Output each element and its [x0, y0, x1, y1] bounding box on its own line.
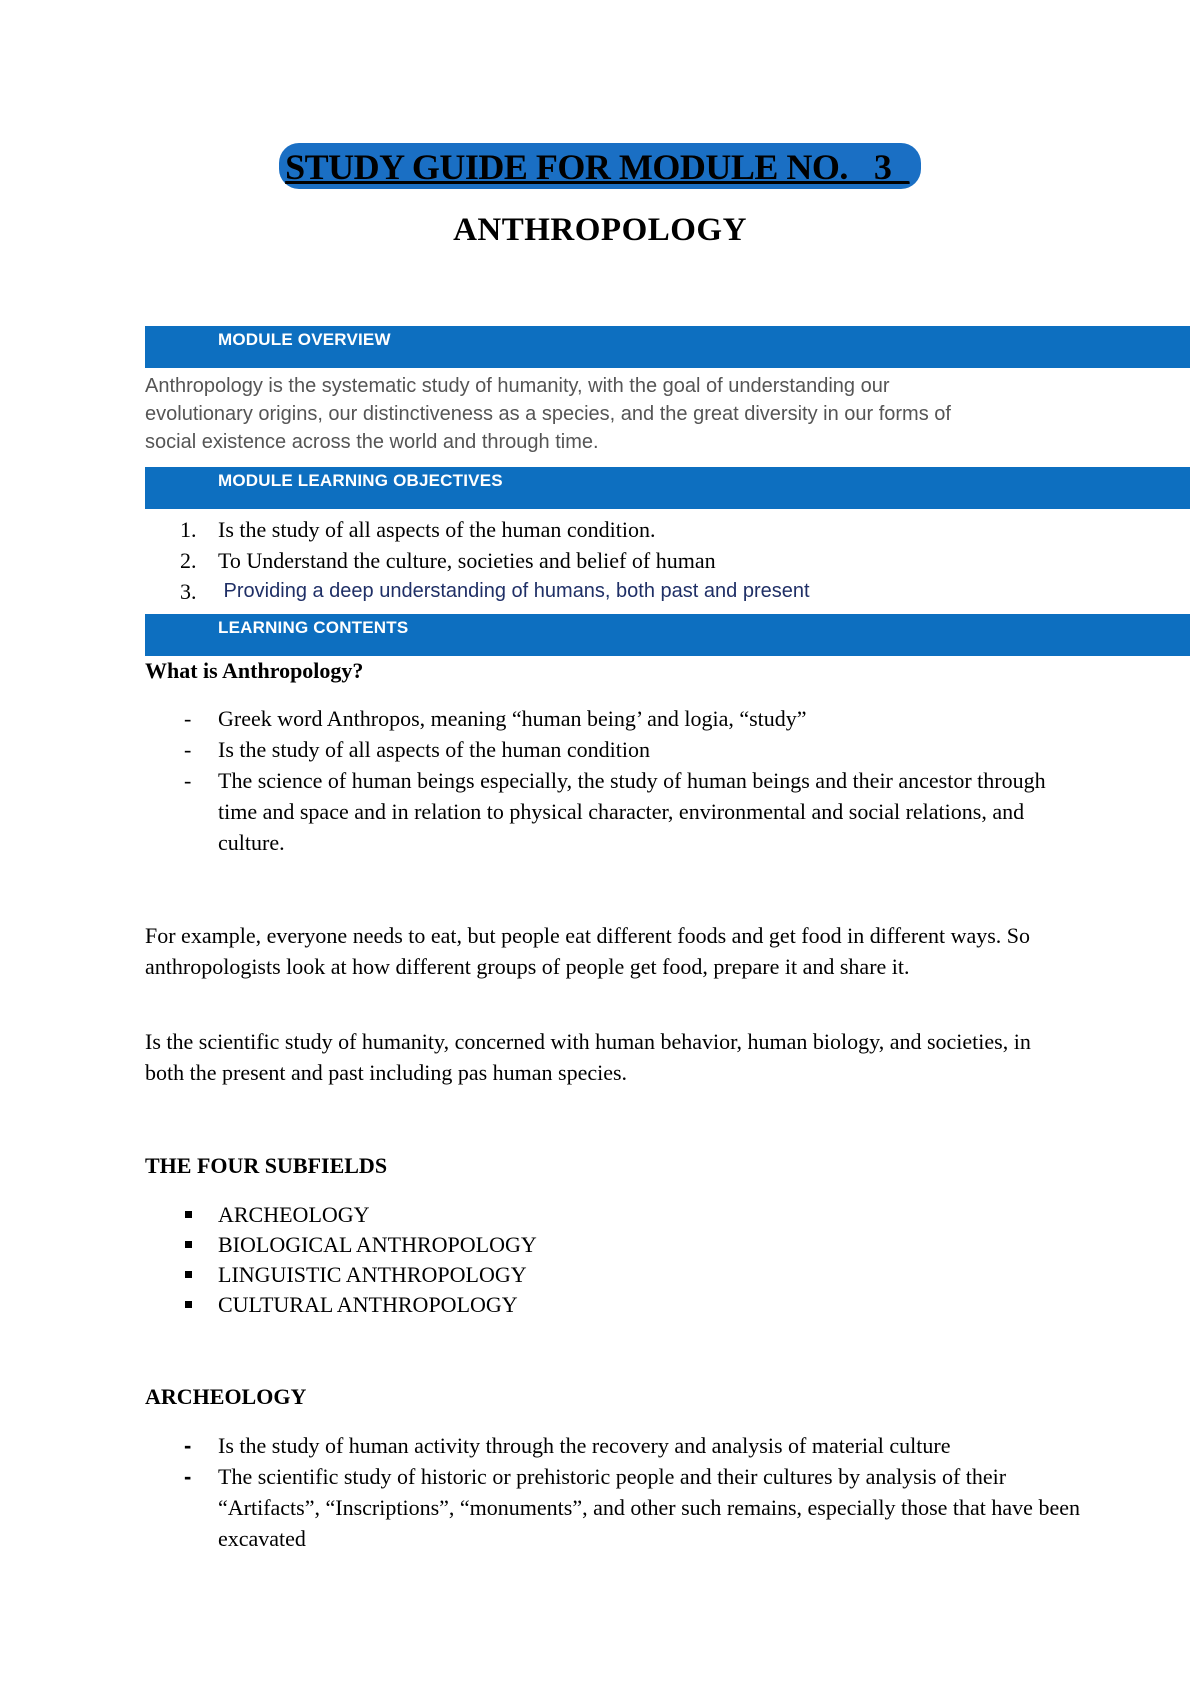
- objective-number: 1.: [180, 517, 197, 542]
- list-item-text: Is the study of human activity through the recovery and analysis of material culture: [218, 1433, 951, 1458]
- archeology-heading: ARCHEOLOGY: [145, 1384, 307, 1409]
- subfield-text: BIOLOGICAL ANTHROPOLOGY: [218, 1232, 537, 1257]
- list-item-text: Is the study of all aspects of the human condition: [218, 737, 650, 762]
- dash-bullet: -: [184, 768, 192, 793]
- list-item: [180, 765, 1080, 858]
- section-label-contents: LEARNING CONTENTS: [218, 618, 409, 637]
- subfields-heading: THE FOUR SUBFIELDS: [145, 1153, 388, 1178]
- objective-text: Is the study of all aspects of the human condition.: [218, 517, 656, 542]
- subfield-text: ARCHEOLOGY: [218, 1202, 370, 1227]
- list-item-text: The scientific study of historic or prehistoric people and their cultures by analysis of their “Artifacts”, “Inscriptions”, “monuments”, and other such remains, especially those that have been excavated: [218, 1464, 1080, 1551]
- section-bar-objectives: [145, 467, 1190, 509]
- objective-item: [180, 545, 810, 576]
- scientific-paragraph: Is the scientific study of humanity, concerned with human behavior, human biology, and societies, in both the present and past including pas human species.: [145, 1029, 1031, 1085]
- dash-bullet: -: [184, 706, 192, 731]
- overview-line: social existence across the world and through time.: [145, 431, 599, 453]
- objective-number: 3.: [180, 579, 197, 604]
- subfield-item: [180, 1230, 537, 1260]
- square-bullet-icon: [185, 1241, 192, 1248]
- example-paragraph: For example, everyone needs to eat, but people eat different foods and get food in different ways. So anthropologists look at how different groups of people get food, prepare it and share it.: [145, 923, 1031, 979]
- subfield-text: LINGUISTIC ANTHROPOLOGY: [218, 1262, 527, 1287]
- list-item: [180, 734, 1080, 765]
- overview-text: [145, 372, 1075, 456]
- list-item: [180, 1430, 1080, 1461]
- overview-line: evolutionary origins, our distinctiveness as a species, and the great diversity in our forms of: [145, 403, 951, 425]
- overview-line: Anthropology is the systematic study of humanity, with the goal of understanding our: [145, 375, 890, 397]
- list-item-text: Greek word Anthropos, meaning “human being’ and logia, “study”: [218, 706, 807, 731]
- list-item-text: The science of human beings especially, the study of human beings and their ancestor through time and space and in relation to physical character, environmental and social relations, and culture.: [218, 768, 1046, 855]
- objective-item: [180, 576, 810, 607]
- square-bullet-icon: [185, 1301, 192, 1308]
- subfield-item: [180, 1200, 537, 1230]
- square-bullet-icon: [185, 1211, 192, 1218]
- objective-item: [180, 514, 810, 545]
- document-title: STUDY GUIDE FOR MODULE NO. _3_: [279, 143, 921, 189]
- objective-text: Providing a deep understanding of humans, both past and present: [218, 580, 810, 602]
- subfields-list: [180, 1200, 537, 1320]
- what-is-list: [180, 703, 1080, 858]
- archeology-list: [180, 1430, 1080, 1554]
- section-bar-contents: [145, 614, 1190, 656]
- subfield-item: [180, 1290, 537, 1320]
- list-item: [180, 703, 1080, 734]
- dash-bullet: -: [184, 1464, 192, 1489]
- objectives-list: [180, 514, 810, 607]
- dash-bullet: -: [184, 1433, 192, 1458]
- subject-title: ANTHROPOLOGY: [453, 212, 747, 248]
- square-bullet-icon: [185, 1271, 192, 1278]
- what-is-heading: What is Anthropology?: [145, 658, 364, 683]
- objective-text: To Understand the culture, societies and belief of human: [218, 548, 716, 573]
- objective-number: 2.: [180, 548, 197, 573]
- section-bar-overview: [145, 326, 1190, 368]
- title-container: [0, 143, 1200, 189]
- section-label-objectives: MODULE LEARNING OBJECTIVES: [218, 471, 503, 490]
- section-label-overview: MODULE OVERVIEW: [218, 330, 391, 349]
- dash-bullet: -: [184, 737, 192, 762]
- subfield-text: CULTURAL ANTHROPOLOGY: [218, 1292, 518, 1317]
- subfield-item: [180, 1260, 537, 1290]
- list-item: [180, 1461, 1080, 1554]
